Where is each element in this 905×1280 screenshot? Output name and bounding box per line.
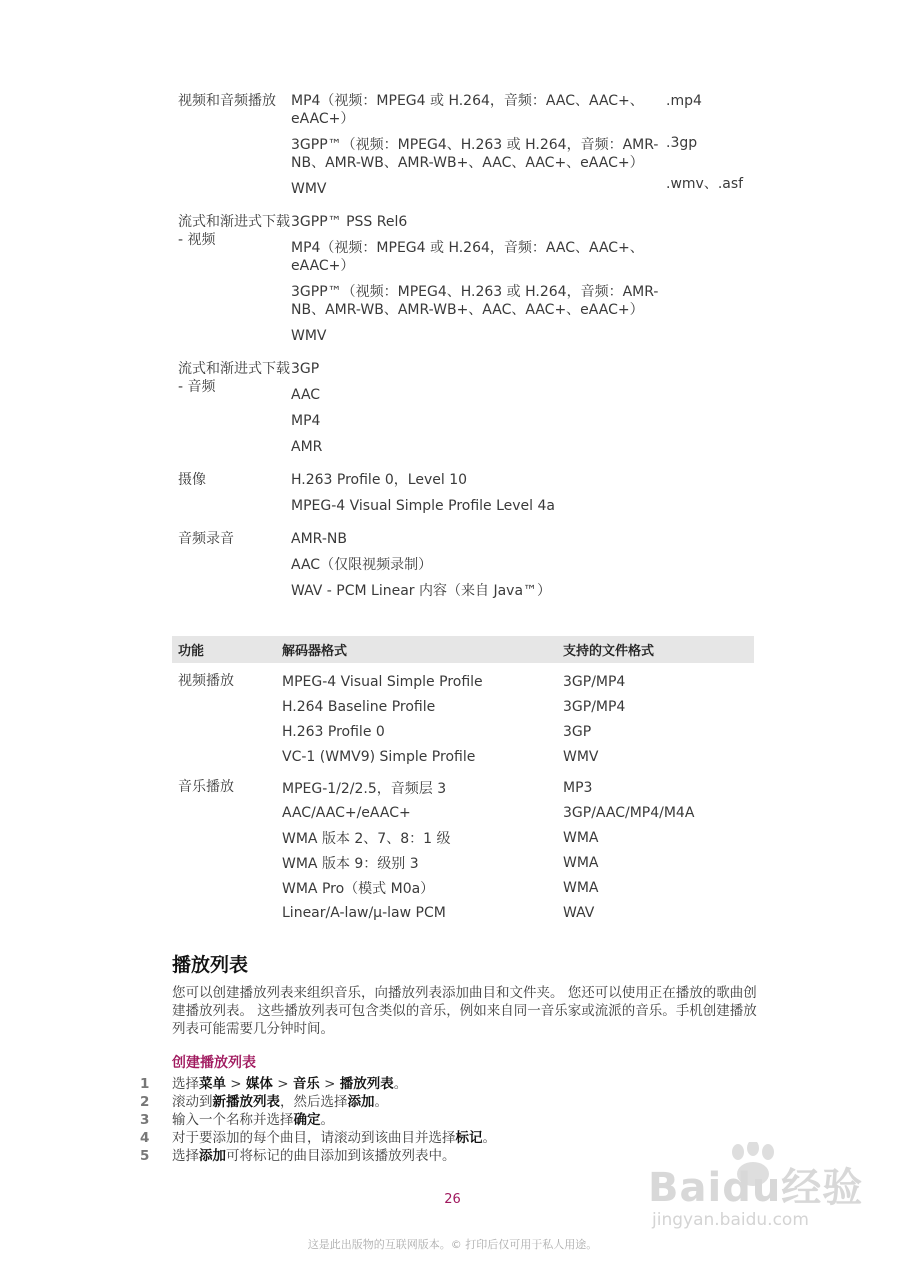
- feature-cell: 视频和音频播放: [178, 93, 276, 109]
- table-row: [282, 850, 754, 875]
- format-cell: WMA: [563, 879, 599, 896]
- table-row: [282, 775, 754, 800]
- format-cell: WMA: [563, 829, 599, 846]
- values-cell: [291, 471, 666, 523]
- table-row: [282, 825, 754, 850]
- codec-cell: AAC/AAC+/eAAC+: [282, 804, 411, 821]
- footer-note: 这是此出版物的互联网版本。© 打印后仅可用于私人用途。: [307, 1238, 598, 1251]
- table-row: [282, 875, 754, 900]
- feature-cell: 流式和渐进式下载 - 音频: [178, 361, 290, 395]
- step-number: 5: [140, 1148, 150, 1164]
- group-feature: 视频播放: [178, 673, 234, 689]
- codec-cell: WMA Pro（模式 M0a）: [282, 880, 435, 897]
- table-row: [178, 92, 768, 206]
- extension-cell: [666, 92, 766, 206]
- extension-mp4: .mp4: [666, 93, 702, 109]
- codec-cell: MPEG-4 Visual Simple Profile: [282, 673, 483, 690]
- watermark-logo: Baidu经验: [648, 1165, 864, 1211]
- step-number: 2: [140, 1094, 150, 1110]
- value-line: MP4（视频：MPEG4 或 H.264，音频：AAC、AAC+、eAAC+）: [291, 240, 644, 274]
- group-rows: [282, 775, 754, 925]
- value-line: H.263 Profile 0，Level 10: [291, 472, 468, 488]
- table-row: [178, 530, 768, 608]
- header-format: 支持的文件格式: [563, 644, 655, 659]
- page-number: 26: [444, 1192, 461, 1207]
- value-line: AAC（仅限视频录制）: [291, 557, 433, 573]
- table-row: [282, 744, 754, 769]
- step-item: [140, 1075, 740, 1093]
- codec-cell: MPEG-1/2/2.5，音频层 3: [282, 780, 447, 797]
- format-cell: WAV: [563, 904, 595, 921]
- format-cell: 3GP/AAC/MP4/M4A: [563, 804, 695, 821]
- table-row: [282, 669, 754, 694]
- header-feature: 功能: [178, 644, 205, 659]
- value-line: 3GPP™ PSS Rel6: [291, 214, 408, 230]
- format-cell: 3GP: [563, 723, 592, 740]
- value-line: WAV - PCM Linear 内容（来自 Java™）: [291, 583, 552, 599]
- codec-cell: Linear/A-law/μ-law PCM: [282, 904, 446, 921]
- value-line: 3GP: [291, 361, 320, 377]
- values-cell: [291, 92, 666, 206]
- codec-cell: H.264 Baseline Profile: [282, 698, 436, 715]
- table-row: [282, 694, 754, 719]
- step-text: 对于要添加的每个曲目，请滚动到该曲目并选择标记。: [172, 1130, 496, 1146]
- table-row: [282, 900, 754, 925]
- format-cell: WMA: [563, 854, 599, 871]
- group-rows: [282, 669, 754, 769]
- codec-cell: H.263 Profile 0: [282, 723, 385, 740]
- value-line: WMV: [291, 328, 327, 344]
- step-text: 输入一个名称并选择确定。: [172, 1112, 334, 1128]
- feature-cell: 摄像: [178, 472, 206, 488]
- format-table: [178, 92, 768, 615]
- step-item: [140, 1093, 740, 1111]
- table-row: [178, 213, 768, 353]
- value-line: AMR-NB: [291, 531, 347, 547]
- table-row: [178, 471, 768, 523]
- format-cell: 3GP/MP4: [563, 673, 626, 690]
- codec-cell: WMA 版本 9：级别 3: [282, 855, 419, 872]
- format-cell: MP3: [563, 779, 593, 796]
- value-line: MP4（视频：MPEG4 或 H.264，音频：AAC、AAC+、eAAC+）: [291, 93, 644, 127]
- table-header: [172, 636, 754, 663]
- step-number: 1: [140, 1076, 150, 1092]
- watermark-url: jingyan.baidu.com: [652, 1210, 809, 1230]
- values-cell: [291, 530, 666, 608]
- value-line: MPEG-4 Visual Simple Profile Level 4a: [291, 498, 555, 514]
- group-feature: 音乐播放: [178, 779, 234, 795]
- values-cell: [291, 213, 666, 353]
- table-group: [172, 775, 754, 925]
- subsection-title: 创建播放列表: [172, 1055, 256, 1071]
- feature-cell: 音频录音: [178, 531, 234, 547]
- value-line: MP4: [291, 413, 321, 429]
- format-cell: 3GP/MP4: [563, 698, 626, 715]
- step-number: 4: [140, 1130, 150, 1146]
- value-line: 3GPP™（视频：MPEG4、H.263 或 H.264，音频：AMR-NB、AMR-WB、AMR-WB+、AAC、AAC+、eAAC+）: [291, 137, 659, 171]
- value-line: AAC: [291, 387, 321, 403]
- codec-table: [172, 636, 754, 925]
- step-text: 选择添加可将标记的曲目添加到该播放列表中。: [172, 1148, 456, 1164]
- step-item: [140, 1111, 740, 1129]
- value-line: AMR: [291, 439, 323, 455]
- value-line: WMV: [291, 181, 327, 197]
- values-cell: [291, 360, 666, 464]
- step-text: 选择菜单 > 媒体 > 音乐 > 播放列表。: [172, 1076, 408, 1092]
- step-number: 3: [140, 1112, 150, 1128]
- section-paragraph: 您可以创建播放列表来组织音乐，向播放列表添加曲目和文件夹。 您还可以使用正在播放的歌曲创建播放列表。 这些播放列表可包含类似的音乐，例如来自同一音乐家或流派的音乐。手机创建播放列表可能需要几分钟时间。: [172, 985, 757, 1037]
- header-codec: 解码器格式: [282, 644, 348, 659]
- section-title: 播放列表: [172, 954, 249, 976]
- feature-cell: 流式和渐进式下载 - 视频: [178, 214, 290, 248]
- extension-wmv: .wmv、.asf: [666, 176, 744, 192]
- table-row: [178, 360, 768, 464]
- step-text: 滚动到新播放列表，然后选择添加。: [172, 1094, 388, 1110]
- table-group: [172, 669, 754, 769]
- table-row: [282, 719, 754, 744]
- codec-cell: WMA 版本 2、7、8：1 级: [282, 830, 451, 847]
- codec-cell: VC-1 (WMV9) Simple Profile: [282, 748, 476, 765]
- table-row: [282, 800, 754, 825]
- baidu-watermark: [640, 1138, 880, 1238]
- format-cell: WMV: [563, 748, 599, 765]
- value-line: 3GPP™（视频：MPEG4、H.263 或 H.264，音频：AMR-NB、AMR-WB、AMR-WB+、AAC、AAC+、eAAC+）: [291, 284, 659, 318]
- extension-3gp: .3gp: [666, 135, 698, 151]
